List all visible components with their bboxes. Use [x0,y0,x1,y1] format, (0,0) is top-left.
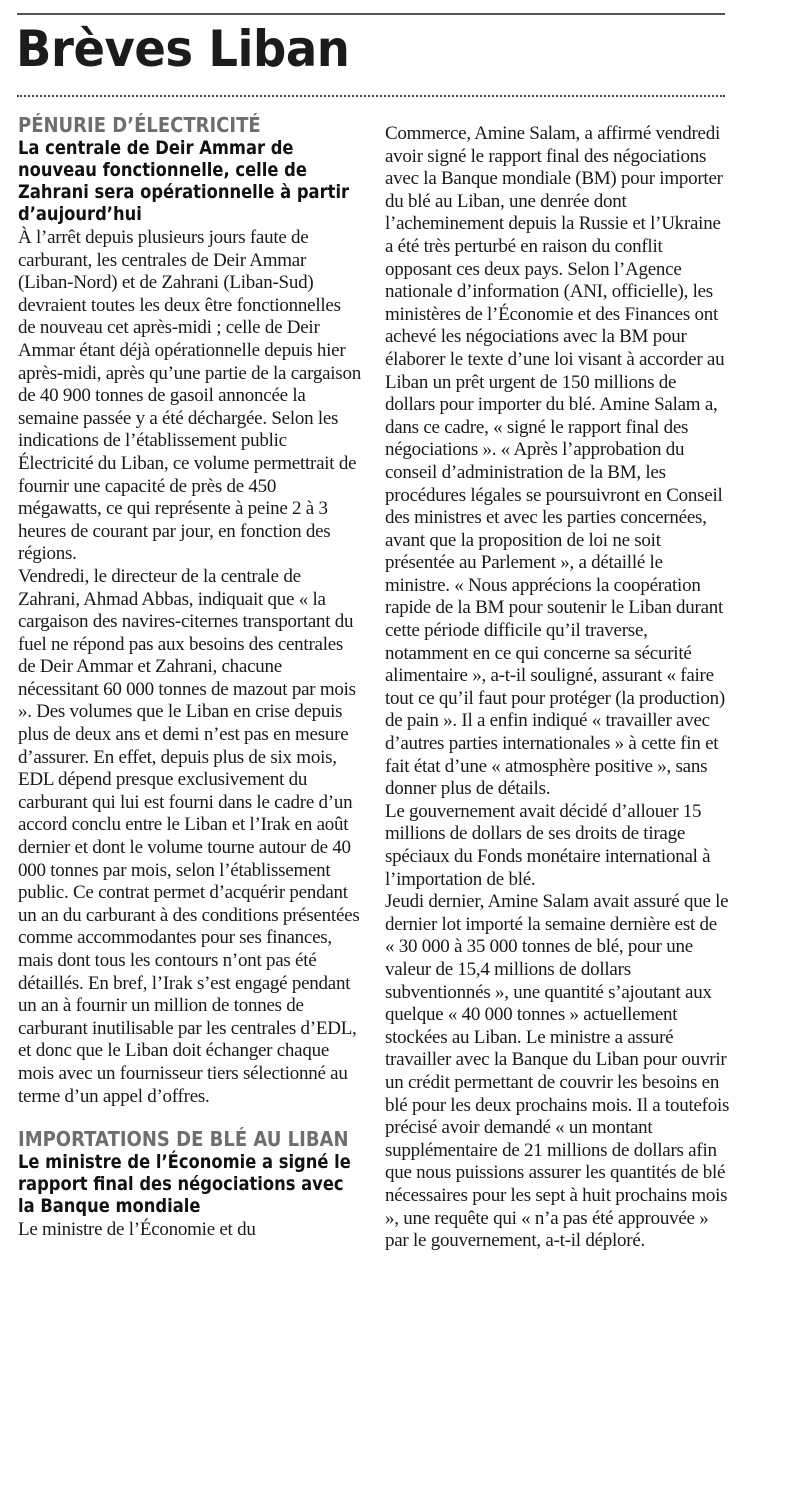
right-column [385,121,730,1253]
paragraph: Le ministre de l’Économie et du [18,1219,256,1241]
paragraph: À l’arrêt depuis plusieurs jours faute de carburant, les centrales de Deir Ammar (Liban-Nord) et de Zahrani (Liban-Sud) devraient toutes les deux être fonctionnelles de nouveau cet après-midi ; celle de Deir Ammar étant déjà opérationnelle depuis hier après-midi, après qu’une partie de la cargaison de 40 900 tonnes de gasoil annoncée la semaine passée y a été déchargée. Selon les indications de l’établissement public Électricité du Liban, ce volume permettrait de fournir une capacité de près de 450 mégawatts, ce qui représente à peine 2 à 3 heures de courant par jour, en fonction des régions. [18,227,361,565]
paragraph: Vendredi, le directeur de la centrale de Zahrani, Ahmad Abbas, indiquait que « la cargaison des navires-citernes transportant du fuel ne répond pas aux besoins des centrales de Deir Ammar et Zahrani, chacune nécessitant 60 000 tonnes de mazout par mois ». Des volumes que le Liban en crise depuis plus de deux ans et demi n’est pas en mesure d’assurer. En effet, depuis plus de six mois, EDL dépend presque exclusivement du carburant qui lui est fourni dans le cadre d’un accord conclu entre le Liban et l’Irak en août dernier et dont le volume tourne autour de 40 000 tonnes par mois, selon l’établissement public. Ce contrat permet d’acquérir pendant un an du carburant à des conditions présentées comme accommodantes pour ses finances, mais dont tous les contours n’ont pas été détaillés. En bref, l’Irak s’est engagé pendant un an à fournir un million de tonnes de carburant inutilisable par les centrales d’EDL, et donc que le Liban doit échanger chaque mois avec un fournisseur tiers sélectionné au terme d’un appel d’offres. [18,565,360,1107]
article-headline: La centrale de Deir Ammar de nouveau fonctionnelle, celle de Zahrani sera opérationnelle à partir d’aujourd’hui [18,137,350,225]
article-electricity [18,114,361,1108]
top-rule [17,13,725,15]
paragraph: Jeudi dernier, Amine Salam avait assuré que le dernier lot importé la semaine dernière est de « 30 000 à 35 000 tonnes de blé, pour une valeur de 15,4 millions de dollars subventionnés », une quantité s’ajoutant aux quelque « 40 000 tonnes » actuellement stockées au Liban. Le ministre a assuré travailler avec la Banque du Liban pour ouvrir un crédit permettant de couvrir les besoins en blé pour les deux prochains mois. Il a toutefois précisé avoir demandé « un montant supplémentaire de 21 millions de dollars afin que nous puissions assurer les quantités de blé nécessaires pour les sept à huit prochains mois », une requête qui « n’a pas été approuvée » par le gouvernement, a-t-il déploré. [385,891,730,1252]
paragraph: Commerce, Amine Salam, a affirmé vendredi avoir signé le rapport final des négociations avec la Banque mondiale (BM) pour importer du blé au Liban, une denrée dont l’acheminement depuis la Russie et l’Ukraine a été très perturbé en raison du conflit opposant ces deux pays. Selon l’Agence nationale d’information (ANI, officielle), les ministères de l’Économie et des Finances ont achevé les négociations avec la BM pour élaborer le texte d’une loi visant à accorder au Liban un prêt urgent de 150 millions de dollars pour importer du blé. Amine Salam a, dans ce cadre, « signé le rapport final des négociations ». « Après l’approbation du conseil d’administration de la BM, les procédures légales se poursuivront en Conseil des ministres et avec les parties concernées, avant que la proposition de loi ne soit présentée au Parlement », a détaillé le ministre. « Nous apprécions la coopération rapide de la BM pour soutenir le Liban durant cette période difficile qu’il traverse, notamment en ce qui concerne sa sécurité alimentaire », a-t-il souligné, assurant « faire tout ce qu’il faut pour protéger (la production) de pain ». Il a enfin indiqué « travailler avec d’autres parties internationales » à cette fin et fait état d’une « atmosphère positive », sans donner plus de détails. [385,123,725,800]
article-kicker: PÉNURIE D’ÉLECTRICITÉ [18,113,261,137]
article-wheat [18,1128,361,1242]
article-body [18,1219,361,1242]
paragraph: Le gouvernement avait décidé d’allouer 15 millions de dollars de ses droits de tirage spéciaux du Fonds monétaire international à l’importation de blé. [385,800,711,890]
section-title: Brèves Liban [16,20,350,78]
article-body-continued [385,123,730,1253]
article-kicker: IMPORTATIONS DE BLÉ AU LIBAN [18,1127,349,1152]
left-column [18,114,361,1242]
article-headline: Le ministre de l’Économie a signé le rapport final des négociations avec la Banque mondiale [18,1151,351,1218]
dotted-divider [17,95,725,97]
article-body [18,227,361,1108]
